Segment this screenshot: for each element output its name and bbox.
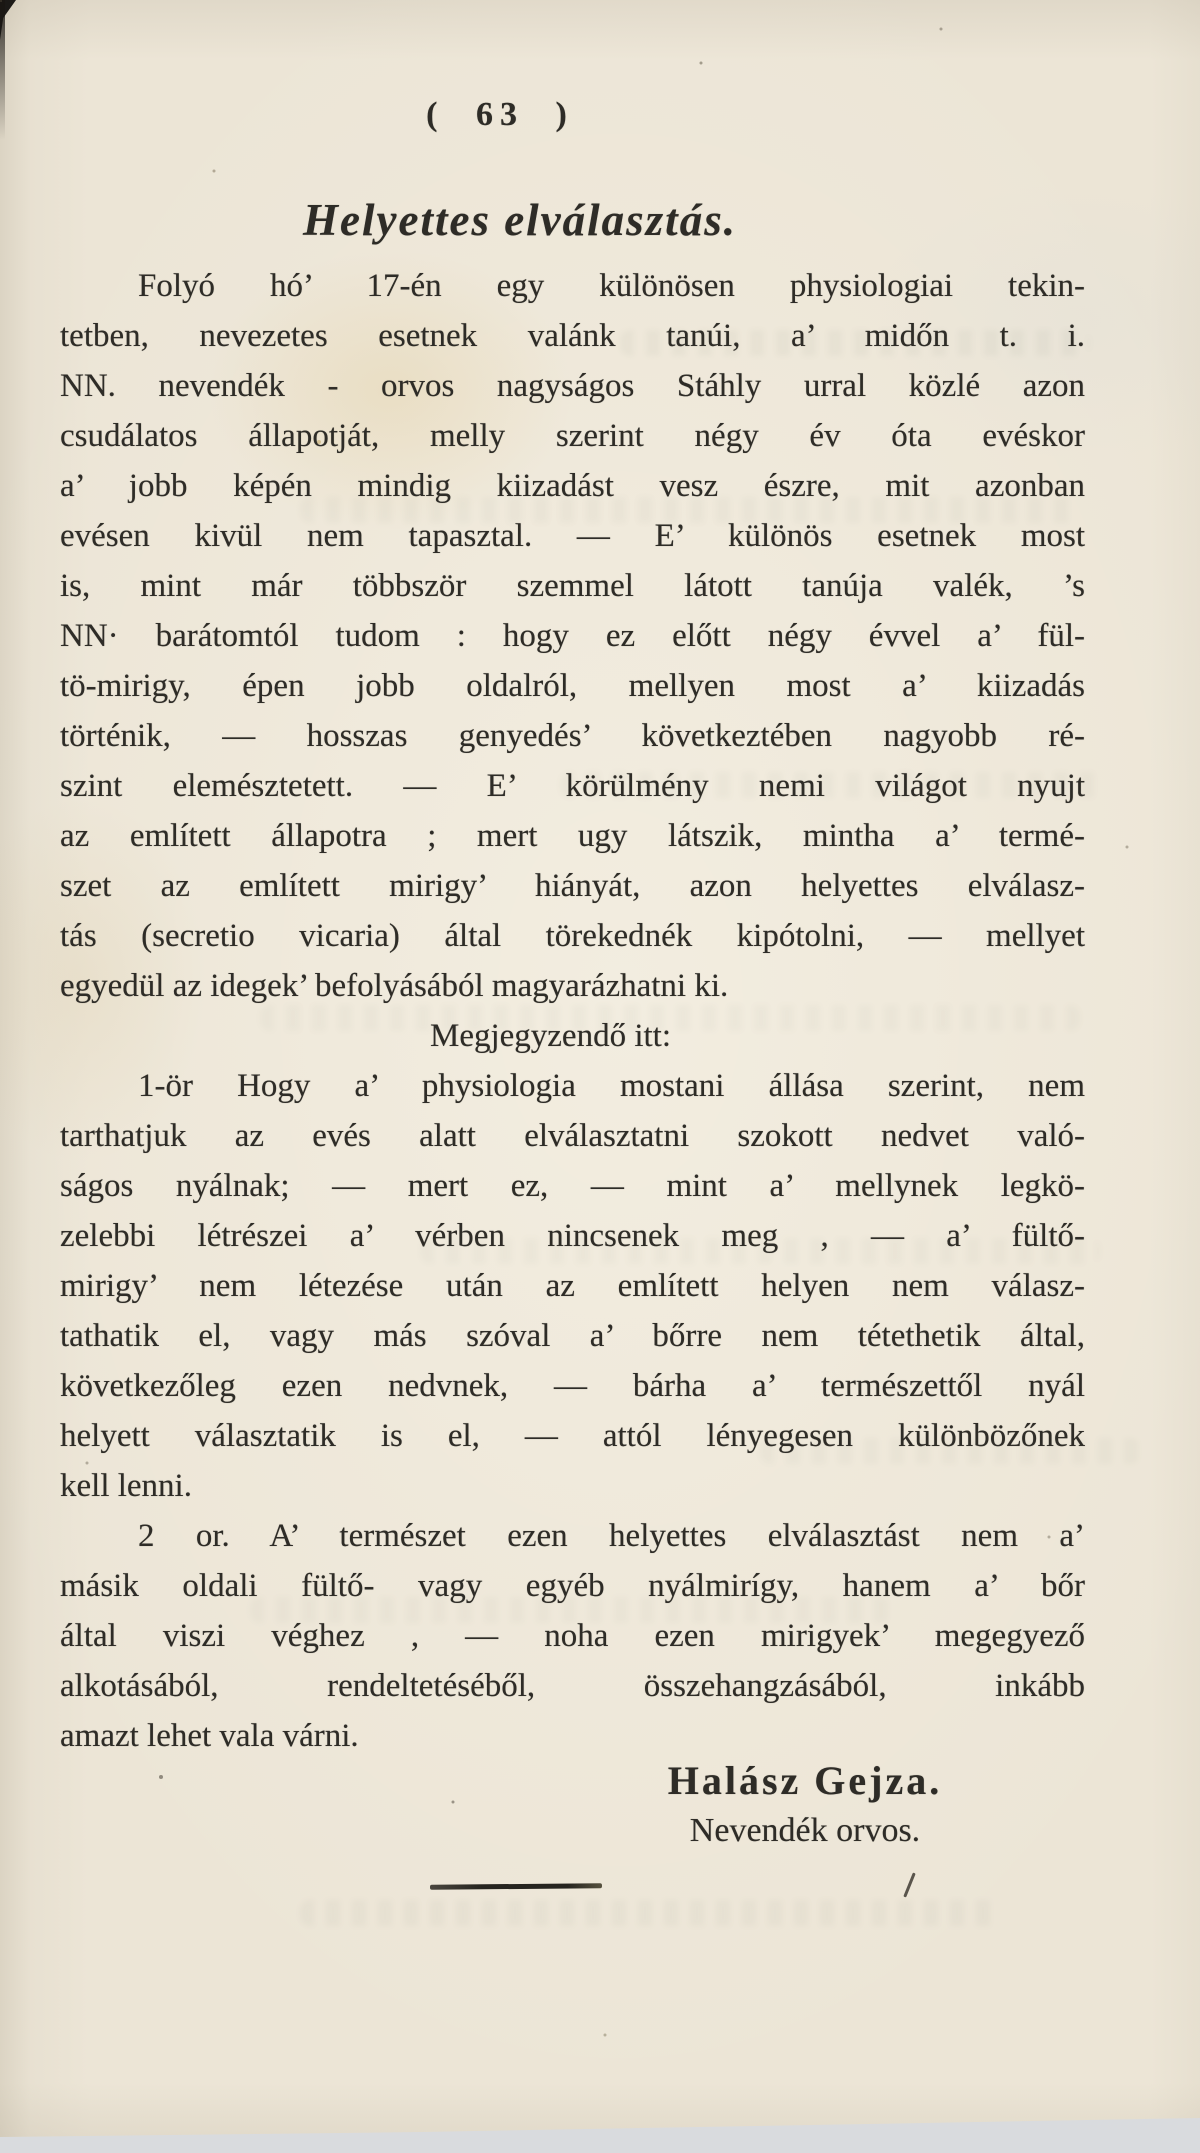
text-line: is, mint már többször szemmel látott tanúja valék, ’s — [60, 568, 1085, 604]
text-line: NN. nevendék - orvos nagyságos Stáhly urral közlé azon — [60, 368, 1085, 404]
text-line: 1-ör Hogy a’ physiologia mostani állása szerint, nem — [138, 1068, 1085, 1104]
text-line: által viszi véghez , — noha ezen mirigyek’ megegyező — [60, 1618, 1085, 1654]
signature-role: Nevendék orvos. — [689, 1812, 921, 1849]
paper-specks — [0, 0, 2, 2]
text-line: Megjegyzendő itt: — [429, 1018, 672, 1054]
text-line: evésen kivül nem tapasztal. — E’ különös esetnek most — [60, 518, 1085, 554]
text-line: tathatik el, vagy más szóval a’ bőrre nem tétethetik által, — [60, 1318, 1085, 1354]
text-line: szint elemésztetett. — E’ körülmény nemi világot nyujt — [60, 768, 1085, 804]
text-line: zelebbi létrészei a’ vérben nincsenek meg , — a’ fültő- — [60, 1218, 1085, 1254]
text-line: helyett választatik is el, — attól lényegesen különbözőnek — [60, 1418, 1085, 1454]
text-line: következőleg ezen nedvnek, — bárha a’ természettől nyál — [60, 1368, 1085, 1404]
text-line: alkotásából, rendeltetéséből, összehangzásából, inkább — [60, 1668, 1085, 1704]
ink-bleed-smudge — [300, 1900, 1000, 1926]
text-line: tás (secretio vicaria) által törekednék kipótolni, — mellyet — [60, 918, 1085, 954]
text-line: szet az említett mirigy’ hiányát, azon helyettes elválasz- — [60, 868, 1085, 904]
text-line: 2 or. A’ természet ezen helyettes elválasztást nem a’ — [138, 1518, 1085, 1554]
signature-name: Halász Gejza. — [667, 1758, 943, 1803]
article-title: Helyettes elválasztás. — [303, 195, 737, 245]
body-text — [60, 261, 1085, 1761]
text-line: kell lenni. — [60, 1468, 192, 1504]
text-line: a’ jobb képén mindig kiizadást vesz észre, mit azonban — [60, 468, 1085, 504]
text-line: másik oldali fültő- vagy egyéb nyálmirígy, hanem a’ bőr — [60, 1568, 1085, 1604]
text-line: ságos nyálnak; — mert ez, — mint a’ mellynek legkö- — [60, 1168, 1085, 1204]
text-line: csudálatos állapotját, melly szerint négy év óta evéskor — [60, 418, 1085, 454]
text-line: történik, — hosszas genyedés’ következtében nagyobb ré- — [60, 718, 1085, 754]
text-line: egyedül az idegek’ befolyásából magyarázhatni ki. — [60, 968, 729, 1004]
text-line: tarthatjuk az evés alatt elválasztatni szokott nedvet való- — [60, 1118, 1085, 1154]
text-line: NN· barátomtól tudom : hogy ez előtt négy évvel a’ fül- — [60, 618, 1085, 654]
text-line: mirigy’ nem létezése után az említett helyen nem válasz- — [60, 1268, 1085, 1304]
text-line: Folyó hó’ 17-én egy különösen physiologiai tekin- — [138, 268, 1085, 304]
text-line: tö-mirigy, épen jobb oldalról, mellyen most a’ kiizadás — [60, 668, 1085, 704]
text-line: az említett állapotra ; mert ugy látszik, mintha a’ termé- — [60, 818, 1085, 854]
page-number: ( 63 ) — [426, 96, 574, 133]
text-line: tetben, nevezetes esetnek valánk tanúi, a’ midőn t. i. — [60, 318, 1085, 354]
text-line: amazt lehet vala várni. — [60, 1718, 359, 1754]
